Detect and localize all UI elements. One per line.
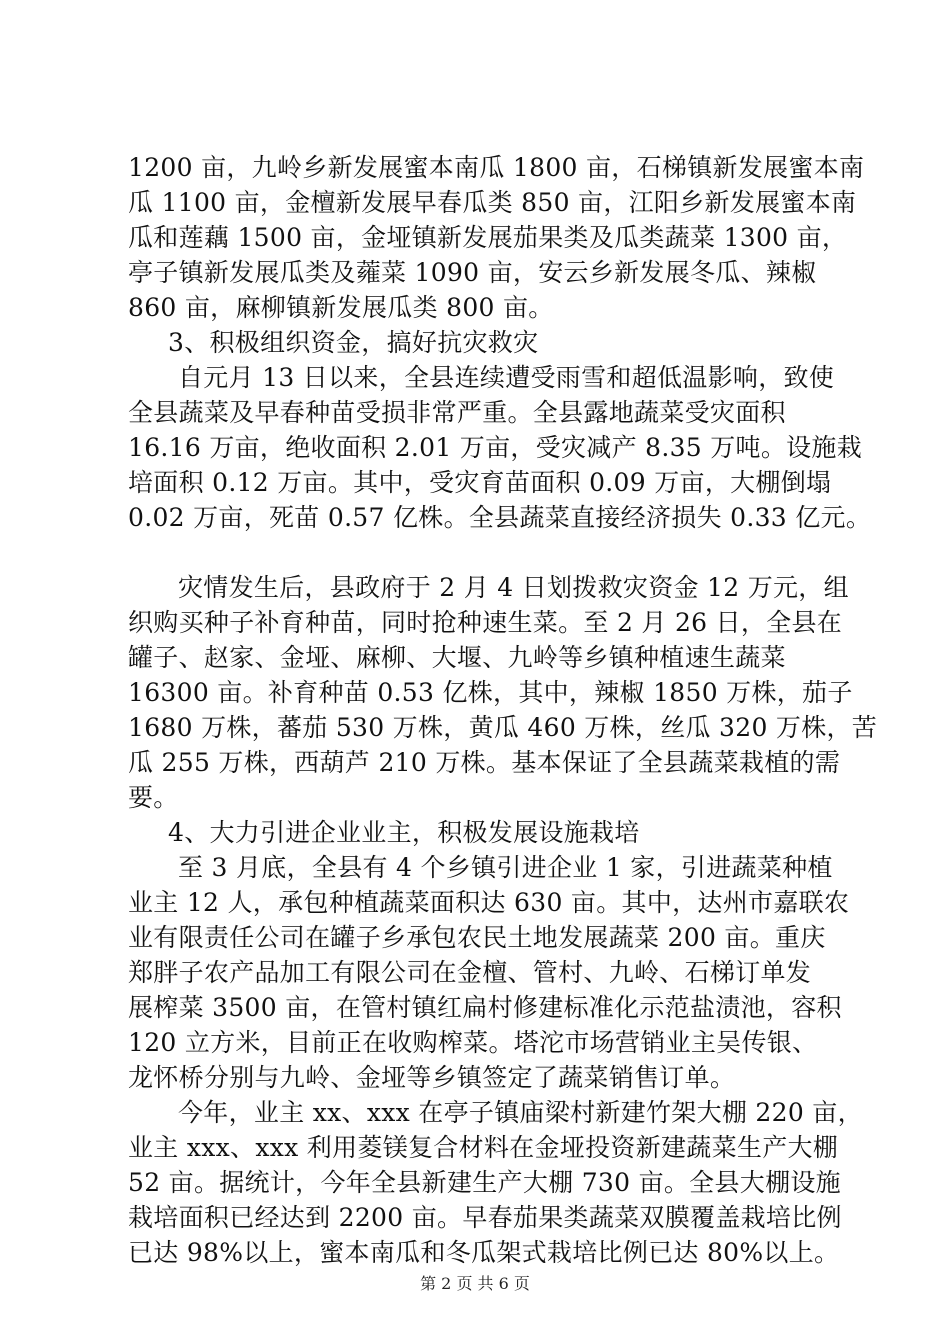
text-line: 业主 12 人，承包种植蔬菜面积达 630 亩。其中，达州市嘉联农 (128, 888, 850, 917)
text-line: 120 立方米，目前正在收购榨菜。塔沱市场营销业主吴传银、 (128, 1028, 818, 1057)
text-line: 1200 亩，九岭乡新发展蜜本南瓜 1800 亩，石梯镇新发展蜜本南 (128, 153, 865, 182)
text-line: 罐子、赵家、金垭、麻柳、大堰、九岭等乡镇种植速生蔬菜 (128, 643, 786, 672)
text-line: 52 亩。据统计，今年全县新建生产大棚 730 亩。全县大棚设施 (128, 1168, 841, 1197)
section-heading: 3、积极组织资金，搞好抗灾救灾 (168, 328, 539, 357)
text-line: 要。 (128, 783, 179, 812)
text-line: 亭子镇新发展瓜类及蕹菜 1090 亩，安云乡新发展冬瓜、辣椒 (128, 258, 817, 287)
text-line: 展榨菜 3500 亩，在管村镇红扁村修建标准化示范盐渍池，容积 (128, 993, 842, 1022)
text-line: 已达 98%以上，蜜本南瓜和冬瓜架式栽培比例已达 80%以上。 (128, 1238, 840, 1267)
text-line: 全县蔬菜及早春种苗受损非常严重。全县露地蔬菜受灾面积 (128, 398, 786, 427)
text-line: 郑胖子农产品加工有限公司在金檀、管村、九岭、石梯订单发 (128, 958, 812, 987)
paragraph-first-line: 今年，业主 xx、xxx 在亭子镇庙梁村新建竹架大棚 220 亩， (178, 1098, 863, 1127)
text-line: 860 亩，麻柳镇新发展瓜类 800 亩。 (128, 293, 554, 322)
text-line: 1680 万株，蕃茄 530 万株，黄瓜 460 万株，丝瓜 320 万株，苦 (128, 713, 878, 742)
text-line: 培面积 0.12 万亩。其中，受灾育苗面积 0.09 万亩，大棚倒塌 (128, 468, 832, 497)
text-line: 16300 亩。补育种苗 0.53 亿株，其中，辣椒 1850 万株，茄子 (128, 678, 853, 707)
paragraph-first-line: 至 3 月底，全县有 4 个乡镇引进企业 1 家，引进蔬菜种植 (178, 853, 833, 882)
text-line: 瓜 255 万株，西葫芦 210 万株。基本保证了全县蔬菜栽植的需 (128, 748, 841, 777)
text-line: 业主 xxx、xxx 利用菱镁复合材料在金垭投资新建蔬菜生产大棚 (128, 1133, 839, 1162)
page-number-footer: 第 2 页 共 6 页 (420, 1274, 530, 1293)
paragraph-first-line: 灾情发生后，县政府于 2 月 4 日划拨救灾资金 12 万元，组 (178, 573, 849, 602)
text-line: 瓜和莲藕 1500 亩，金垭镇新发展茄果类及瓜类蔬菜 1300 亩， (128, 223, 848, 252)
text-line: 业有限责任公司在罐子乡承包农民土地发展蔬菜 200 亩。重庆 (128, 923, 826, 952)
text-line: 16.16 万亩，绝收面积 2.01 万亩，受灾减产 8.35 万吨。设施栽 (128, 433, 863, 462)
text-line: 栽培面积已经达到 2200 亩。早春茄果类蔬菜双膜覆盖栽培比例 (128, 1203, 842, 1232)
text-line: 织购买种子补育种苗，同时抢种速生菜。至 2 月 26 日，全县在 (128, 608, 843, 637)
text-line: 0.02 万亩，死苗 0.57 亿株。全县蔬菜直接经济损失 0.33 亿元。 (128, 503, 872, 532)
paragraph-spacer (128, 535, 840, 570)
document-body (128, 150, 878, 1270)
paragraph-first-line: 自元月 13 日以来，全县连续遭受雨雪和超低温影响，致使 (178, 363, 835, 392)
text-line: 龙怀桥分别与九岭、金垭等乡镇签定了蔬菜销售订单。 (128, 1063, 736, 1092)
text-line: 瓜 1100 亩，金檀新发展早春瓜类 850 亩，江阳乡新发展蜜本南 (128, 188, 857, 217)
section-heading: 4、大力引进企业业主，积极发展设施栽培 (168, 818, 640, 847)
